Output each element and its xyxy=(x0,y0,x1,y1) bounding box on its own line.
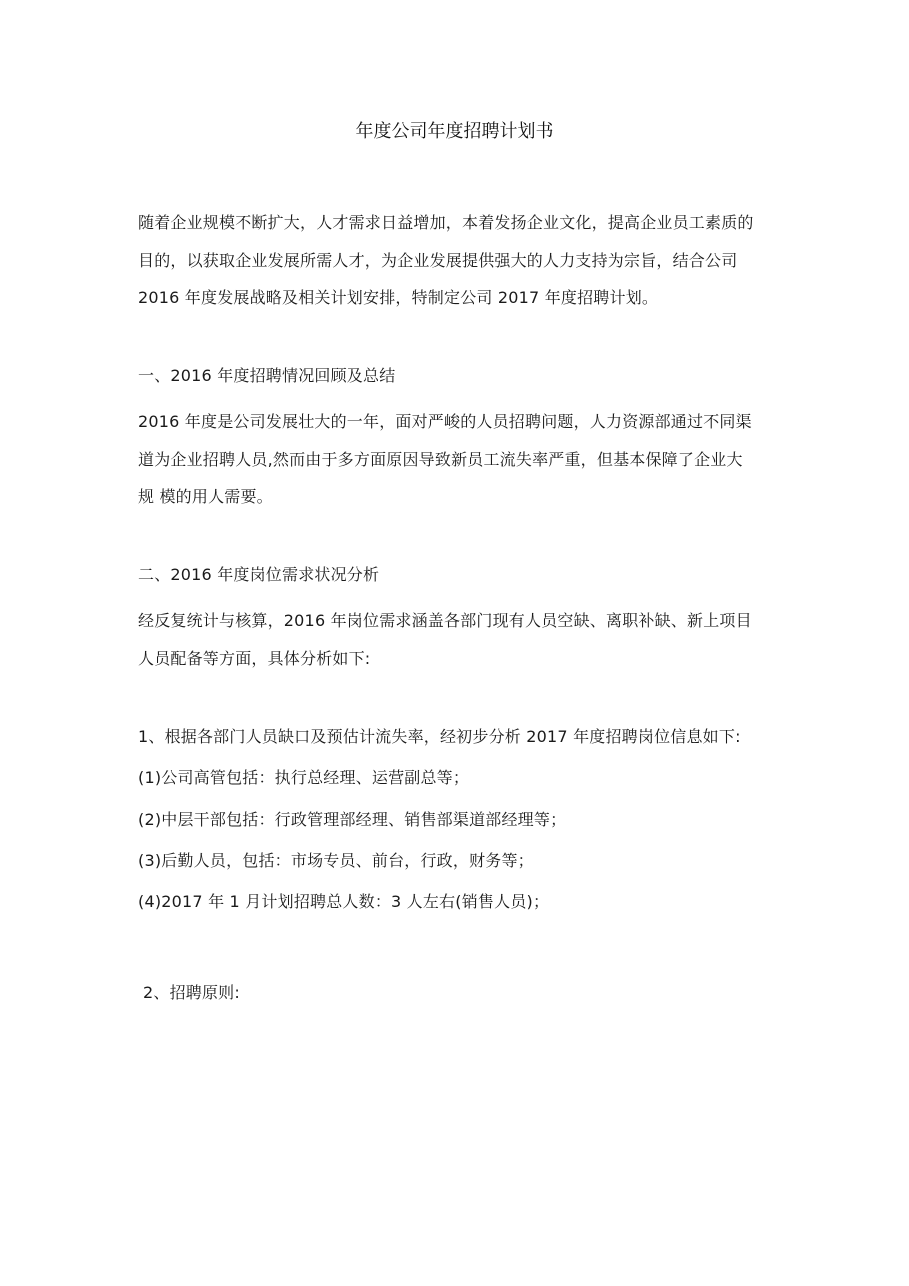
section1-line-3: 规 模的用人需要。 xyxy=(138,487,273,506)
section2-heading: 二、2016 年度岗位需求状况分析 xyxy=(138,565,380,584)
intro-line-3: 2016 年度发展战略及相关计划安排，特制定公司 2017 年度招聘计划。 xyxy=(138,288,659,307)
point1-item-4: (4)2017 年 1 月计划招聘总人数：3 人左右(销售人员)； xyxy=(138,892,550,911)
section2-line-2: 人员配备等方面，具体分析如下: xyxy=(138,649,371,668)
document-title: 年度公司年度招聘计划书 xyxy=(355,121,554,142)
section1-line-2: 道为企业招聘人员,然而由于多方面原因导致新员工流失率严重，但基本保障了企业大 xyxy=(138,450,743,469)
section2-line-1: 经反复统计与核算，2016 年岗位需求涵盖各部门现有人员空缺、离职补缺、新上项目 xyxy=(138,611,752,630)
point1-heading: 1、根据各部门人员缺口及预估计流失率，经初步分析 2017 年度招聘岗位信息如下: xyxy=(138,727,741,746)
point1-item-3: (3)后勤人员，包括：市场专员、前台，行政，财务等； xyxy=(138,851,534,870)
intro-line-1: 随着企业规模不断扩大，人才需求日益增加，本着发扬企业文化，提高企业员工素质的 xyxy=(138,213,754,232)
intro-line-2: 目的，以获取企业发展所需人才，为企业发展提供强大的人力支持为宗旨，结合公司 xyxy=(138,251,738,270)
point1-item-2: (2)中层干部包括：行政管理部经理、销售部渠道部经理等； xyxy=(138,810,567,829)
section1-heading: 一、2016 年度招聘情况回顾及总结 xyxy=(138,366,396,385)
section1-line-1: 2016 年度是公司发展壮大的一年，面对严峻的人员招聘问题，人力资源部通过不同渠 xyxy=(138,412,752,431)
point1-item-1: (1)公司高管包括：执行总经理、运营副总等； xyxy=(138,768,470,787)
point2-heading: 2、招聘原则: xyxy=(143,983,240,1002)
